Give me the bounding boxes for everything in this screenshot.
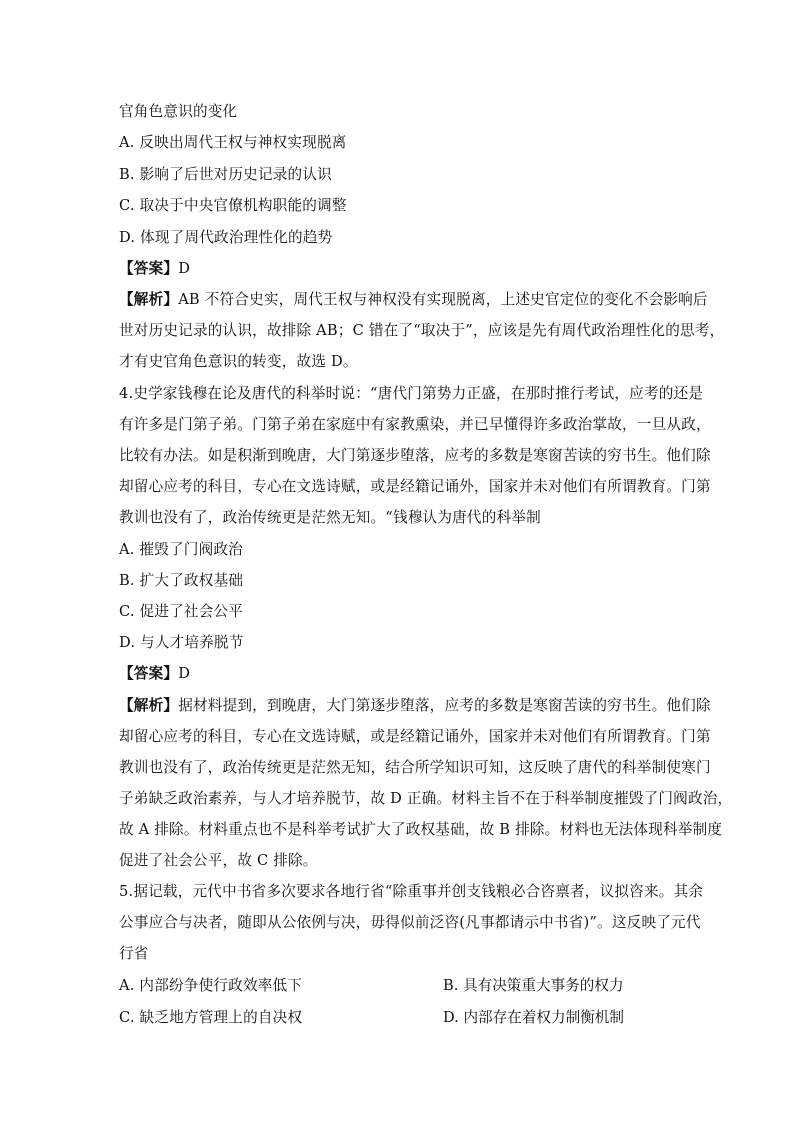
q3-analysis-text-1: AB 不符合史实，周代王权与神权没有实现脱离，上述史官定位的变化不会影响后 (178, 291, 708, 308)
q4-stem-line-3: 比较有办法。如是积渐到晚唐，大门第逐步堕落，应考的多数是寒窗苦读的穷书生。他们除 (119, 447, 711, 464)
q3-analysis-label: 【解析】 (119, 291, 179, 308)
q4-analysis-line-6: 促进了社会公平，故 C 排除。 (119, 852, 318, 869)
q5-option-c: C. 缺乏地方管理上的自决权 (119, 1009, 303, 1026)
q5-option-d: D. 内部存在着权力制衡机制 (443, 1009, 624, 1026)
q3-option-d: D. 体现了周代政治理性化的趋势 (119, 229, 333, 246)
q4-analysis-line-1 (119, 696, 711, 716)
q4-analysis-line-2: 却留心应考的科目，专心在文选诗赋，或是经籍记诵外，国家并未对他们有所谓教育。门第 (119, 728, 711, 745)
q4-option-d: D. 与人才培养脱节 (119, 634, 244, 651)
q4-answer (119, 664, 679, 684)
q5-stem-line-3: 行省 (119, 945, 149, 962)
q4-answer-value: D (178, 665, 191, 682)
q4-option-c: C. 促进了社会公平 (119, 603, 244, 620)
q3-answer-label: 【答案】 (119, 260, 179, 277)
q5-stem-line-2: 公事应合与决者，随即从公依例与决，毋得似前泛咨(凡事都请示中书省)”。这反映了元代 (119, 914, 701, 931)
q3-analysis-line-1 (119, 290, 708, 310)
q4-analysis-line-5: 故 A 排除。材料重点也不是科举考试扩大了政权基础，故 B 排除。材料也无法体现科举制度 (119, 821, 723, 838)
q4-stem-line-2: 有许多是门第子弟。门第子弟在家庭中有家教熏染，并已早懂得许多政治掌故，一旦从政， (119, 416, 711, 433)
q4-analysis-line-3: 教训也没有了，政治传统更是茫然无知，结合所学知识可知，这反映了唐代的科举制使寒门 (119, 759, 711, 776)
q4-option-b: B. 扩大了政权基础 (119, 572, 244, 589)
q5-stem-line-1: 5.据记载，元代中书省多次要求各地行省“除重事并创支钱粮必合咨禀者，议拟咨来。其余 (119, 883, 704, 900)
q4-answer-label: 【答案】 (119, 665, 179, 682)
q4-stem-line-1: 4.史学家钱穆在论及唐代的科举时说：“唐代门第势力正盛，在那时推行考试，应考的还是 (119, 385, 704, 402)
q5-option-a: A. 内部纷争使行政效率低下 (119, 977, 303, 994)
q3-option-b: B. 影响了后世对历史记录的认识 (119, 166, 332, 183)
q3-stem-tail: 官角色意识的变化 (119, 103, 238, 120)
q3-analysis-line-2: 世对历史记录的认识，故排除 AB；C 错在了“取决于”，应该是先有周代政治理性化的思考， (119, 322, 725, 339)
q4-stem-line-5: 教训也没有了，政治传统更是茫然无知。“钱穆认为唐代的科举制 (119, 509, 541, 526)
q4-analysis-label: 【解析】 (119, 697, 179, 714)
q5-option-b: B. 具有决策重大事务的权力 (443, 977, 624, 994)
q3-answer-value: D (178, 260, 191, 277)
q3-option-a: A. 反映出周代王权与神权实现脱离 (119, 134, 347, 151)
q3-answer (119, 259, 679, 279)
q3-option-c: C. 取决于中央官僚机构职能的调整 (119, 197, 347, 214)
q3-analysis-line-3: 才有史官角色意识的转变，故选 D。 (119, 353, 358, 370)
q4-analysis-line-4: 子弟缺乏政治素养，与人才培养脱节，故 D 正确。材料主旨不在于科举制度摧毁了门阀政治， (119, 790, 733, 807)
q4-stem-line-4: 却留心应考的科目，专心在文选诗赋，或是经籍记诵外，国家并未对他们有所谓教育。门第 (119, 478, 711, 495)
q4-option-a: A. 摧毁了门阀政治 (119, 541, 243, 558)
q4-analysis-text-1: 据材料提到，到晚唐，大门第逐步堕落，应考的多数是寒窗苦读的穷书生。他们除 (178, 697, 711, 714)
